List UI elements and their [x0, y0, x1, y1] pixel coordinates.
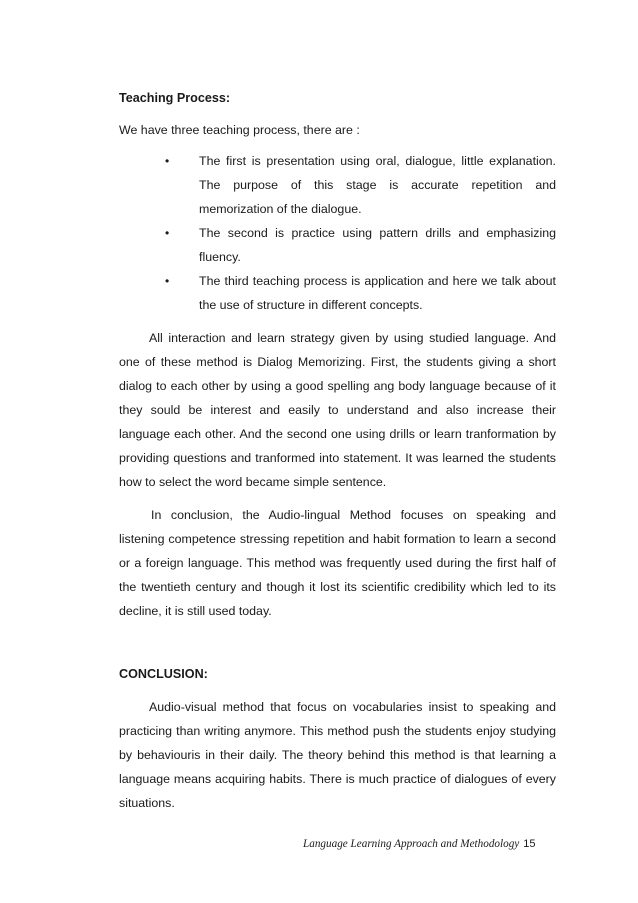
bullet-icon: • [165, 154, 170, 168]
list-item-text: The first is presentation using oral, dialogue, little explanation. The purpose of this stage is accurate repetition and memorization of the dialogue. [199, 154, 556, 216]
teaching-process-intro: We have three teaching process, there are : [119, 123, 360, 137]
audio-lingual-conclusion-paragraph: In conclusion, the Audio-lingual Method focuses on speaking and listening competence stressing repetition and habit formation to learn a second or a foreign language. This method was frequently used during the first half of the twentieth century and though it lost its scientific credibility which led to its decline, it is still used today. [119, 508, 556, 618]
list-item [119, 149, 556, 221]
page-number: 15 [523, 838, 536, 850]
list-item-text: The second is practice using pattern drills and emphasizing fluency. [199, 226, 556, 264]
list-item [119, 269, 556, 317]
list-item [119, 221, 556, 269]
footer-title: Language Learning Approach and Methodology [303, 838, 520, 850]
bullet-icon: • [165, 226, 170, 240]
list-item-text: The third teaching process is application and here we talk about the use of structure in different concepts. [199, 274, 556, 312]
interaction-paragraph: All interaction and learn strategy given by using studied language. And one of these method is Dialog Memorizing. First, the students giving a short dialog to each other by using a good spelling ang body language because of it they sould be interest and easily to understand and also increase their language each other. And the second one using drills or learn tranformation by providing questions and tranformed into statement. It was learned the students how to select the word became simple sentence. [119, 331, 556, 489]
teaching-process-heading: Teaching Process: [119, 91, 231, 105]
conclusion-paragraph: Audio-visual method that focus on vocabularies insist to speaking and practicing than writing anymore. This method push the students enjoy studying by behaviouris in their daily. The theory behind this method is that learning a language means acquiring habits. There is much practice of dialogues of every situations. [119, 700, 556, 810]
teaching-process-list [119, 149, 556, 317]
page-content [119, 82, 556, 815]
page-footer [303, 838, 536, 850]
bullet-icon: • [165, 274, 170, 288]
conclusion-heading: CONCLUSION: [119, 667, 208, 681]
